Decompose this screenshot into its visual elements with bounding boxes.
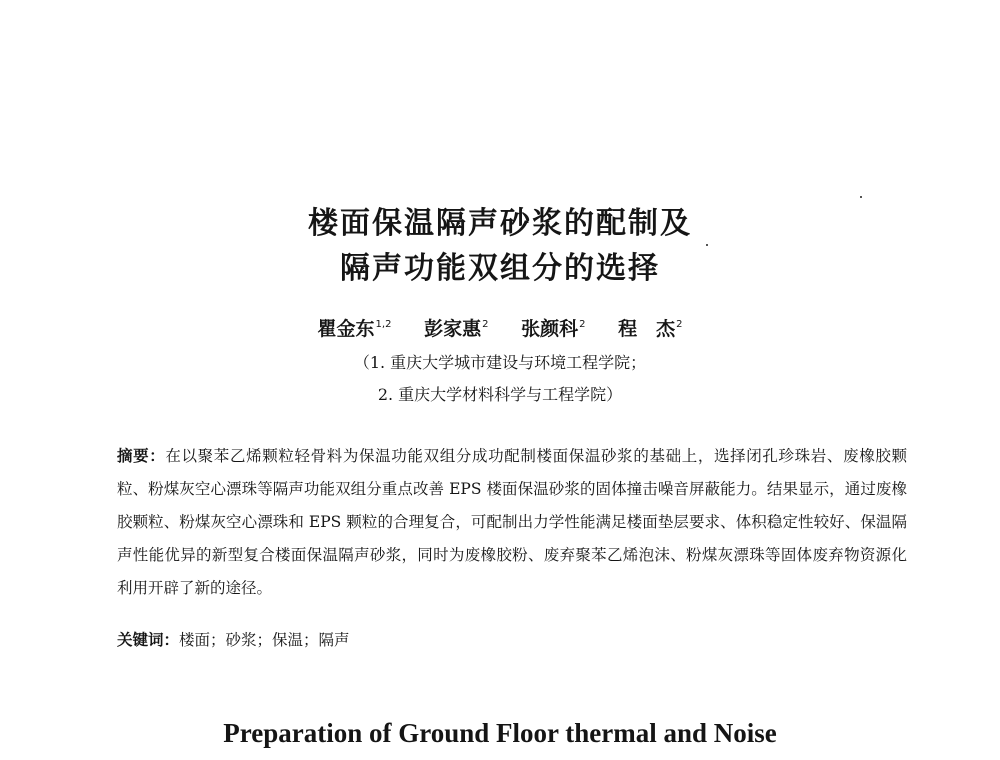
author-3	[521, 314, 585, 341]
author-affiliation-mark: 2	[482, 319, 489, 330]
paper-title-line-2: 隔声功能双组分的选择	[340, 251, 660, 286]
author-name: 彭家惠	[424, 318, 482, 340]
author-4	[618, 314, 682, 341]
author-name: 瞿金东	[317, 318, 375, 340]
keywords	[117, 628, 907, 650]
author-list	[0, 314, 1000, 341]
keywords-text: 楼面；砂浆；保温；隔声	[179, 631, 350, 649]
affiliation-line-1: （1. 重庆大学城市建设与环境工程学院；	[353, 353, 647, 372]
author-affiliation-mark: 2	[676, 319, 683, 330]
english-title: Preparation of Ground Floor thermal and Noise	[223, 718, 777, 748]
scan-speck	[706, 244, 708, 246]
author-name: 张颜科	[521, 318, 579, 340]
author-name: 程 杰	[618, 318, 676, 340]
abstract-label: 摘要：	[117, 447, 166, 465]
abstract-text: 在以聚苯乙烯颗粒轻骨料为保温功能双组分成功配制楼面保温砂浆的基础上，选择闭孔珍珠岩、废橡胶颗粒、粉煤灰空心漂珠等隔声功能双组分重点改善 EPS 楼面保温砂浆的固体撞击噪音屏蔽能力。结果显示，通过废橡胶颗粒、粉煤灰空心漂珠和 EPS 颗粒的合理复合，可配制出力学性能满足楼面垫层要求、体积稳定性较好、保温隔声性能优异的新型复合楼面保温隔声砂浆，同时为废橡胶粉、废弃聚苯乙烯泡沫、粉煤灰漂珠等固体废弃物资源化利用开辟了新的途径。	[117, 447, 907, 597]
scan-speck	[860, 196, 862, 198]
abstract	[117, 440, 907, 605]
author-affiliation-mark: 1,2	[375, 319, 392, 330]
paper-title-line-1: 楼面保温隔声砂浆的配制及	[308, 206, 692, 241]
affiliation-line-2: 2. 重庆大学材料科学与工程学院）	[377, 385, 623, 404]
author-1	[318, 314, 392, 341]
keywords-label: 关键词：	[117, 631, 180, 649]
author-2	[424, 314, 488, 341]
author-affiliation-mark: 2	[579, 319, 586, 330]
